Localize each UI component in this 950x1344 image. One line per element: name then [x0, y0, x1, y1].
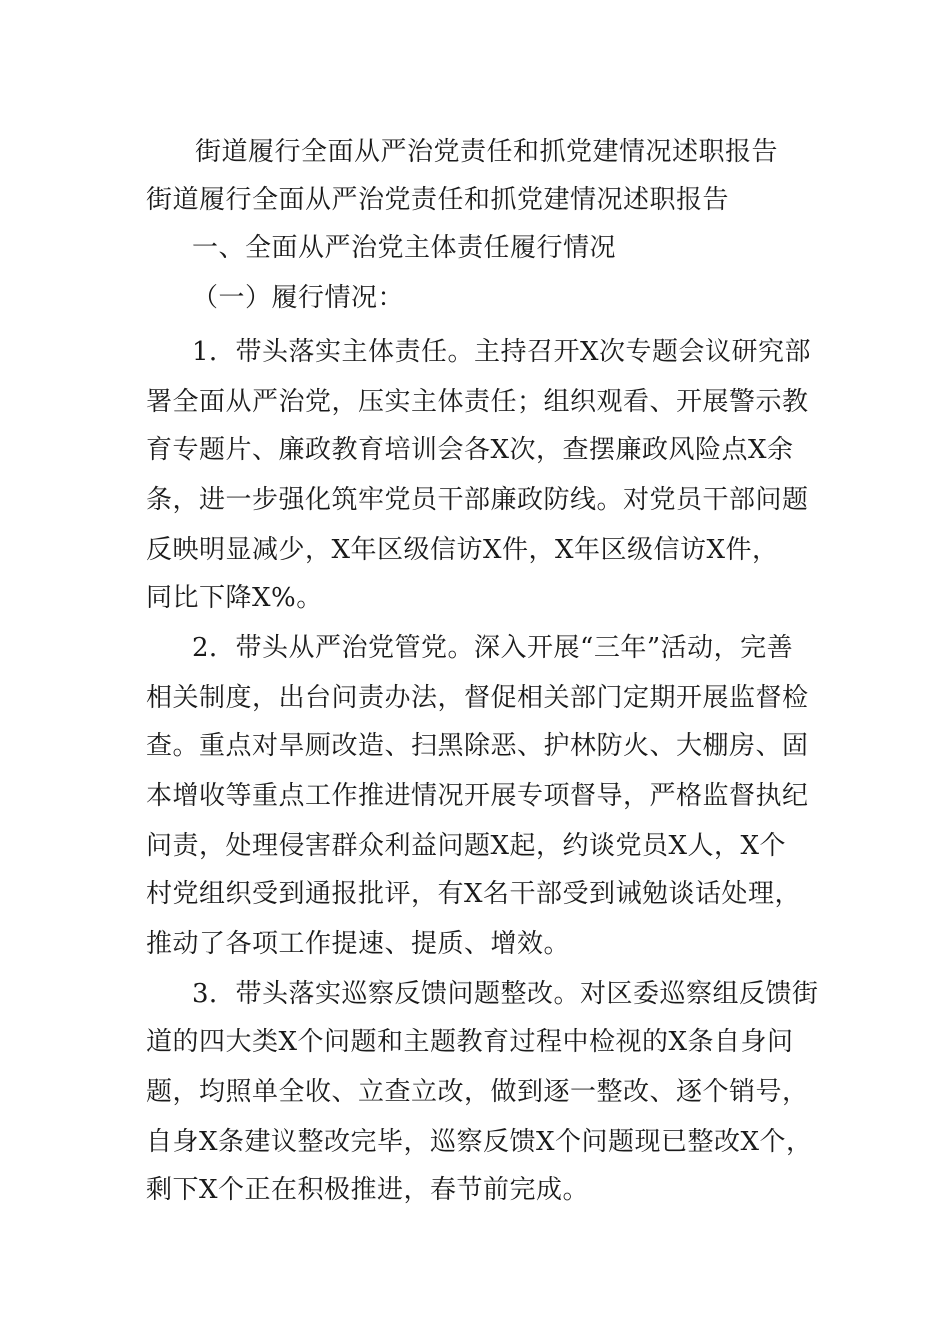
paragraph-3-line-3: 题，均照单全收、立查立改，做到逐一整改、逐个销号，	[146, 1077, 809, 1107]
paragraph-2-line-2: 相关制度，出台问责办法，督促相关部门定期开展监督检	[146, 683, 809, 713]
paragraph-2-line-3: 查。重点对旱厕改造、扫黑除恶、护林防火、大棚房、固	[146, 731, 809, 761]
paragraph-2-line-1: 2．带头从严治党管党。深入开展“三年”活动，完善	[192, 633, 794, 663]
document-title: 街道履行全面从严治党责任和抓党建情况述职报告	[195, 137, 779, 167]
paragraph-3-line-2: 道的四大类X个问题和主题教育过程中检视的X条自身问	[146, 1027, 794, 1057]
paragraph-1-line-2: 署全面从严治党，压实主体责任；组织观看、开展警示教	[146, 387, 809, 417]
document-subtitle: 街道履行全面从严治党责任和抓党建情况述职报告	[146, 185, 730, 215]
paragraph-1-line-3: 育专题片、廉政教育培训会各X次，查摆廉政风险点X余	[146, 435, 794, 465]
section-heading: 一、全面从严治党主体责任履行情况	[192, 233, 617, 263]
paragraph-1-line-4: 条，进一步强化筑牢党员干部廉政防线。对党员干部问题	[146, 485, 809, 515]
paragraph-1-line-1: 1．带头落实主体责任。主持召开X次专题会议研究部	[192, 337, 812, 367]
paragraph-2-line-5: 问责，处理侵害群众利益问题X起，约谈党员X人，X个	[146, 831, 787, 861]
paragraph-2-line-4: 本增收等重点工作推进情况开展专项督导，严格监督执纪	[146, 781, 809, 811]
paragraph-3-line-5: 剩下X个正在积极推进，春节前完成。	[146, 1175, 590, 1205]
paragraph-2-line-6: 村党组织受到通报批评，有X名干部受到诫勉谈话处理，	[146, 879, 802, 909]
paragraph-1-line-5: 反映明显减少，X年区级信访X件，X年区级信访X件，	[146, 535, 779, 565]
subsection-heading: （一）履行情况：	[192, 283, 405, 313]
paragraph-3-line-4: 自身X条建议整改完毕，巡察反馈X个问题现已整改X个，	[146, 1127, 813, 1157]
paragraph-3-line-1: 3．带头落实巡察反馈问题整改。对区委巡察组反馈街	[192, 979, 819, 1009]
paragraph-1-line-6: 同比下降X%。	[146, 583, 323, 613]
paragraph-2-line-7: 推动了各项工作提速、提质、增效。	[146, 929, 571, 959]
